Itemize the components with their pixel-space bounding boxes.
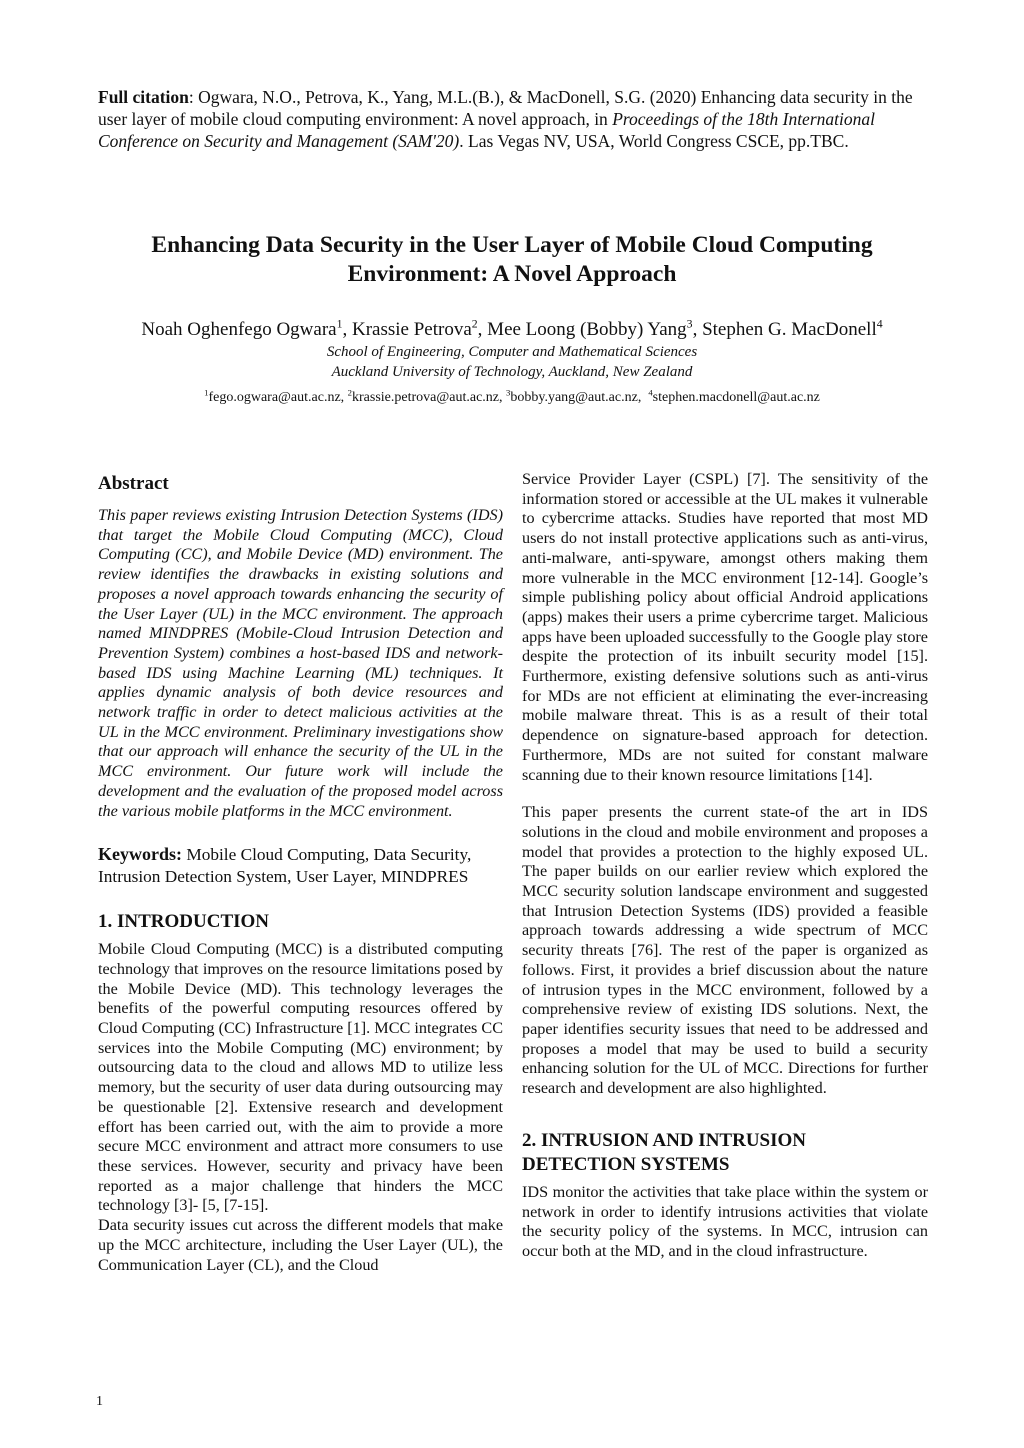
email-link[interactable]: krassie.petrova@aut.ac.nz	[352, 390, 500, 405]
email-link[interactable]: bobby.yang@aut.ac.nz	[510, 390, 638, 405]
author-sup: 2	[471, 317, 478, 331]
author-list: Noah Oghenfego Ogwara$^1$, Krassie Petrova$^2$, Mee Loong (Bobby) Yang$^3$, Stephen G. MacDonell$^4$	[141, 317, 883, 340]
author-name: Krassie Petrova	[352, 319, 472, 340]
keywords-text: Mobile Cloud Computing, Data Security, Intrusion Detection System, User Layer, MINDPRES	[98, 845, 472, 887]
section-heading-introduction: 1. INTRODUCTION	[98, 911, 270, 933]
ids-paragraph-1: IDS monitor the activities that take place within the system or network in order to identify intrusions activities that violate the security policy of the systems. In MCC, intrusion can occur both at the MD, and in the cloud infrastructure.	[522, 1182, 928, 1260]
citation-venue: . Las Vegas NV, USA, World Congress CSCE, pp.TBC.	[459, 131, 849, 151]
paper-title: Enhancing Data Security in the User Layer of Mobile Cloud Computing Environment: A Novel Approach	[151, 232, 873, 287]
citation-separator: :	[188, 87, 199, 107]
section-heading-line: DETECTION SYSTEMS	[522, 1153, 730, 1175]
left-column	[98, 470, 503, 1275]
author-name: Noah Oghenfego Ogwara	[141, 319, 337, 340]
affiliation-university: Auckland University of Technology, Auckland, New Zealand	[331, 364, 693, 380]
section-heading-intrusion	[522, 1129, 928, 1177]
email-link[interactable]: stephen.macdonell@aut.ac.nz	[652, 390, 820, 405]
citation-proceedings: Proceedings of the 18th International Conference on Security and Management (SAM'20)	[98, 109, 875, 151]
email-link[interactable]: fego.ogwara@aut.ac.nz	[208, 390, 341, 405]
author-sup: 1	[336, 317, 343, 331]
abstract-text: This paper reviews existing Intrusion Detection Systems (IDS) that target the Mobile Cloud Computing (MCC), Cloud Computing (CC), and Mobile Device (MD) environment. The review identifies the drawbacks in existing solutions and proposes a novel approach towards enhancing the security of the User Layer (UL) in the MCC environment. The approach named MINDPRES (Mobile-Cloud Intrusion Detection and Prevention System) combines a host-based IDS and network-based IDS using Machine Learning (ML) techniques. It applies dynamic analysis of both device resources and network traffic in order to detect malicious activities at the UL in the MCC environment. Preliminary investigations show that our approach will enhance the security of the UL in the MCC environment. Our future work will include the development and the evaluation of the proposed model across the various mobile platforms in the MCC environment.	[98, 506, 503, 820]
keywords	[98, 843, 503, 888]
citation-text: Ogwara, N.O., Petrova, K., Yang, M.L.(B.), & MacDonell, S.G. (2020) Enhancing data security in the user layer of mobile cloud computing environment: A novel approach, in	[98, 87, 913, 129]
author-sup: 4	[876, 317, 883, 331]
keywords-label: Keywords:	[98, 844, 182, 865]
intro-paragraph-2: Data security issues cut across the different models that make up the MCC architecture, including the User Layer (UL), the Communication Layer (CL), and the Cloud	[98, 1216, 503, 1274]
intro-paragraph-3: This paper presents the current state-of the art in IDS solutions in the cloud and mobile environment and proposes a model that provides a protection to the highly exposed UL. The paper builds on our earlier review which explored the MCC security solution landscape environment and suggested that Intrusion Detection Systems (IDS) provided a feasible approach towards addressing a wide spectrum of MCC security threats [76]. The rest of the paper is organized as follows. First, it provides a brief discussion about the nature of intrusion types in the MCC environment, followed by a comprehensive review of existing IDS solutions. Next, the paper identifies security issues that need to be addressed and proposes a model that may be used to build a security enhancing solution for the UL of MCC. Directions for further research and development are also highlighted.	[522, 803, 928, 1098]
email-list: $^1$fego.ogwara@aut.ac.nz, $^2$krassie.petrova@aut.ac.nz, $^3$bobby.yang@aut.ac.nz, $^4$stephen.macdonell@aut.ac.nz	[204, 387, 820, 405]
intro-paragraph-1: Mobile Cloud Computing (MCC) is a distributed computing technology that improves on the resource limitations posed by the Mobile Device (MD). This technology leverages the benefits of the powerful computing resources offered by Cloud Computing (CC) Infrastructure [1]. MCC integrates CC services into the Mobile Computing (MC) environment; by outsourcing data to the cloud and allows MD to utilize less memory, but the security of user data during outsourcing may be questionable [2]. Extensive research and development effort has been carried out, with the aim to provide a more secure MCC environment and attract more consumers to use these services. However, security and privacy have been reported as a major challenge that hinders the MCC technology [3]- [5, [7-15].	[98, 940, 503, 1215]
abstract-heading: Abstract	[98, 473, 169, 494]
author-name: Stephen G. MacDonell	[702, 319, 877, 340]
intro-paragraph-2-continued: Service Provider Layer (CSPL) [7]. The sensitivity of the information stored or accessible at the UL makes it vulnerable to cybercrime attacks. Studies have reported that most MD users do not install protective applications such as anti-virus, anti-malware, anti-spyware, amongst others making them more vulnerable in the MCC environment [12-14]. Google’s simple publishing policy about official Android applications (apps) makes their users a prime cybercrime target. Malicious apps have been uploaded successfully to the Google play store despite the protection of its inbuilt security model [15]. Furthermore, existing defensive solutions such as anti-virus for MDs are not efficient at eliminating the ever-increasing mobile malware threat. This is as a result of their total dependence on signature-based approach for detection. Furthermore, MDs are not suited for constant malware scanning due to their known resource limitations [14].	[522, 470, 928, 784]
email-sup: 3	[506, 387, 511, 398]
section-heading-line: 2. INTRUSION AND INTRUSION	[522, 1129, 806, 1151]
page-number: 1	[96, 1394, 103, 1409]
email-sup: 2	[347, 387, 353, 398]
affiliation-school: School of Engineering, Computer and Mathematical Sciences	[326, 344, 698, 360]
email-sup: 1	[204, 387, 209, 398]
author-sup: 3	[686, 317, 693, 331]
email-sup: 4	[648, 387, 653, 398]
author-name: Mee Loong (Bobby) Yang	[487, 319, 687, 340]
full-citation	[98, 86, 924, 152]
citation-label: Full citation	[98, 87, 189, 107]
right-column	[522, 470, 928, 1262]
